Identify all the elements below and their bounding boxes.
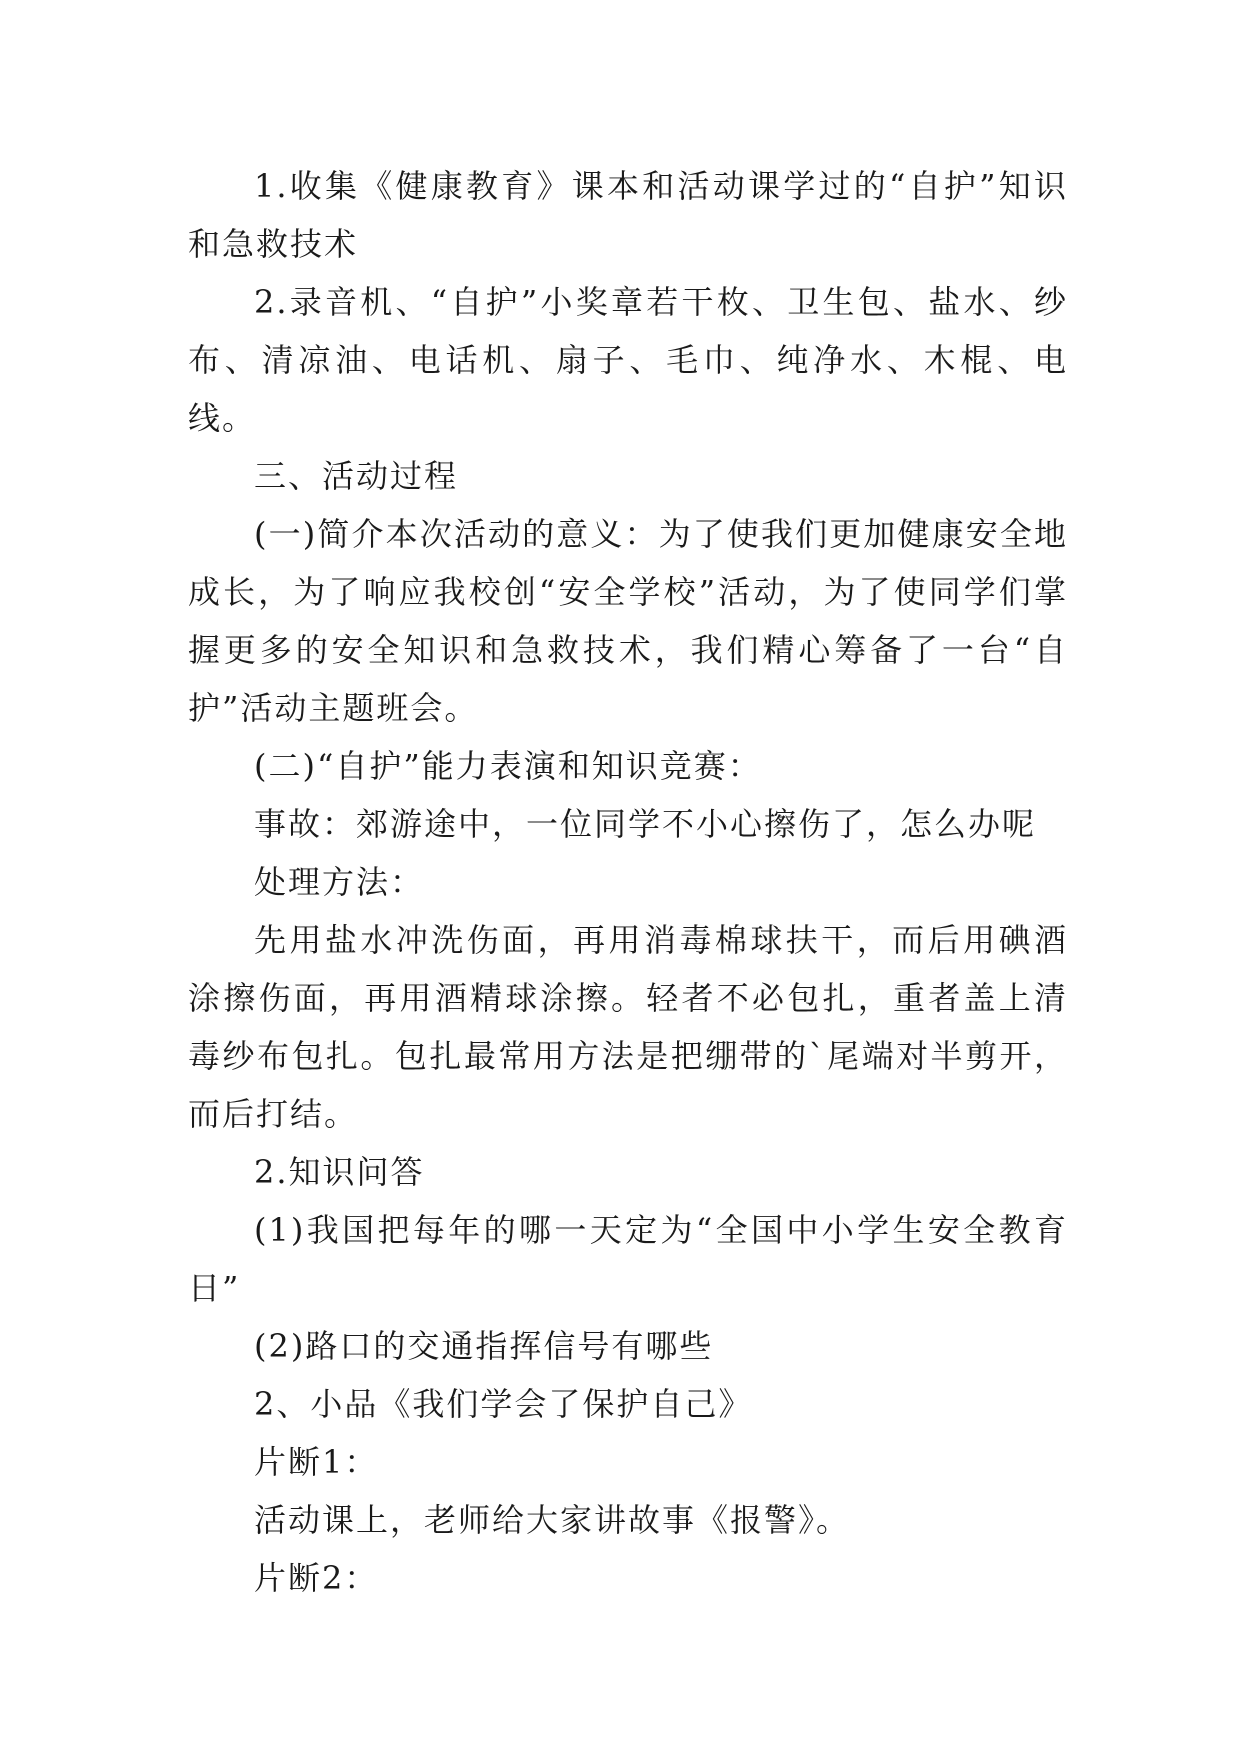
paragraph-segment-1: 片断1： bbox=[254, 1443, 379, 1481]
paragraph-treatment-steps: 先用盐水冲洗伤面，再用消毒棉球扶干，而后用碘酒涂擦伤面，再用酒精球涂擦。轻者不必包扎，重者盖上清毒纱布包扎。包扎最常用方法是把绷带的`尾端对半剪开，而后打结。 bbox=[188, 921, 1068, 1133]
paragraph-materials-1: 1.收集《健康教育》课本和活动课学过的“自护”知识和急救技术 bbox=[188, 167, 1068, 263]
paragraph-knowledge-quiz: 2.知识问答 bbox=[254, 1153, 425, 1191]
section-heading-activity-process: 三、活动过程 bbox=[254, 457, 459, 495]
paragraph-activity-meaning: (一)简介本次活动的意义：为了使我们更加健康安全地成长，为了响应我校创“安全学校”活动，为了使同学们掌握更多的安全知识和急救技术，我们精心筹备了一台“自护”活动主题班会。 bbox=[188, 515, 1068, 727]
paragraph-self-protection-contest: (二)“自护”能力表演和知识竞赛： bbox=[254, 747, 762, 785]
paragraph-segment-2: 片断2： bbox=[254, 1559, 379, 1597]
paragraph-materials-2: 2.录音机、“自护”小奖章若干枚、卫生包、盐水、纱布、清凉油、电话机、扇子、毛巾、纯净水、木棍、电线。 bbox=[188, 283, 1068, 437]
paragraph-segment-1-content: 活动课上，老师给大家讲故事《报警》。 bbox=[254, 1501, 851, 1539]
paragraph-skit-title: 2、小品《我们学会了保护自己》 bbox=[254, 1385, 753, 1423]
paragraph-treatment-heading: 处理方法： bbox=[254, 863, 425, 901]
paragraph-question-2: (2)路口的交通指挥信号有哪些 bbox=[254, 1327, 714, 1365]
document-body bbox=[188, 157, 1068, 1607]
paragraph-accident: 事故：郊游途中，一位同学不小心擦伤了，怎么办呢 bbox=[254, 805, 1037, 843]
paragraph-question-1: (1)我国把每年的哪一天定为“全国中小学生安全教育日” bbox=[188, 1211, 1068, 1307]
